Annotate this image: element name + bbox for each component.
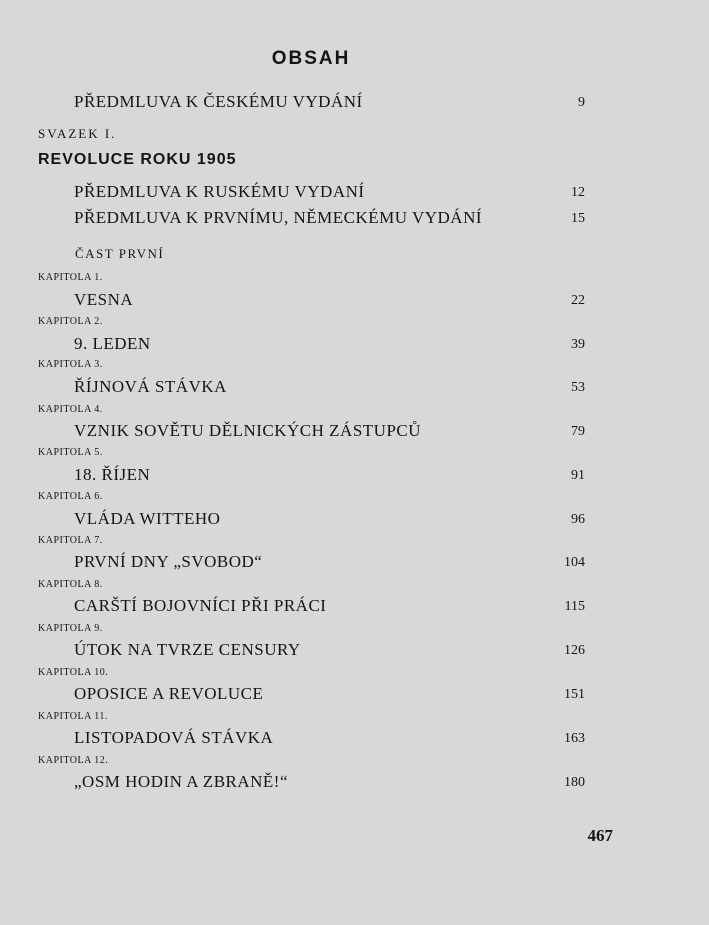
chapter-label: KAPITOLA 5. [38,447,103,458]
chapter-title: OPOSICE A REVOLUCE [74,684,264,703]
chapter-page: 53 [571,380,585,395]
chapter-page: 22 [571,293,585,308]
chapter-label: KAPITOLA 4. [38,404,103,415]
chapter-title: CARŠTÍ BOJOVNÍCI PŘI PRÁCI [74,596,327,615]
chapter-page: 96 [571,512,585,527]
chapter-title: „OSM HODIN A ZBRANĚ!“ [74,772,289,791]
chapter-label: KAPITOLA 8. [38,579,103,590]
chapter-label: KAPITOLA 12. [38,755,109,766]
chapter-page: 39 [571,337,585,352]
chapter-title: 18. ŘÍJEN [74,465,151,484]
page-title: OBSAH [271,48,351,69]
preface-de-title: PŘEDMLUVA K PRVNÍMU, NĚMECKÉMU VYDÁNÍ [74,208,483,227]
chapter-title: 9. LEDEN [74,334,151,353]
chapter-label: KAPITOLA 9. [38,623,103,634]
chapter-title: LISTOPADOVÁ STÁVKA [74,728,274,747]
chapter-label: KAPITOLA 2. [38,316,103,327]
chapter-page: 180 [564,775,585,790]
chapter-page: 91 [571,468,585,483]
chapter-label: KAPITOLA 10. [38,667,109,678]
preface-de-page: 15 [571,211,585,226]
preface-ru-page: 12 [571,185,585,200]
chapter-title: ŘÍJNOVÁ STÁVKA [74,377,227,396]
preface-cz-page: 9 [578,95,585,110]
chapter-page: 151 [564,687,585,702]
chapter-page: 104 [564,555,585,570]
chapter-title: PRVNÍ DNY „SVOBOD“ [74,552,263,571]
chapter-page: 115 [564,599,585,614]
volume-title: REVOLUCE ROKU 1905 [38,151,237,168]
chapter-label: KAPITOLA 1. [38,272,103,283]
preface-ru-title: PŘEDMLUVA K RUSKÉMU VYDANÍ [74,182,365,201]
chapter-title: VLÁDA WITTEHO [74,509,221,528]
chapter-page: 163 [564,731,585,746]
chapter-title: VESNA [74,290,134,309]
page-number: 467 [587,826,613,845]
part-heading: ČAST PRVNÍ [75,246,165,261]
chapter-label: KAPITOLA 6. [38,491,103,502]
chapter-page: 79 [571,424,585,439]
volume-label: SVAZEK I. [38,126,117,141]
chapter-label: KAPITOLA 3. [38,359,103,370]
chapter-label: KAPITOLA 11. [38,711,108,722]
chapter-page: 126 [564,643,585,658]
chapter-title: ÚTOK NA TVRZE CENSURY [74,640,301,659]
chapter-label: KAPITOLA 7. [38,535,103,546]
preface-cz-title: PŘEDMLUVA K ČESKÉMU VYDÁNÍ [74,92,363,111]
chapter-title: VZNIK SOVĚTU DĚLNICKÝCH ZÁSTUPCŮ [74,421,422,440]
